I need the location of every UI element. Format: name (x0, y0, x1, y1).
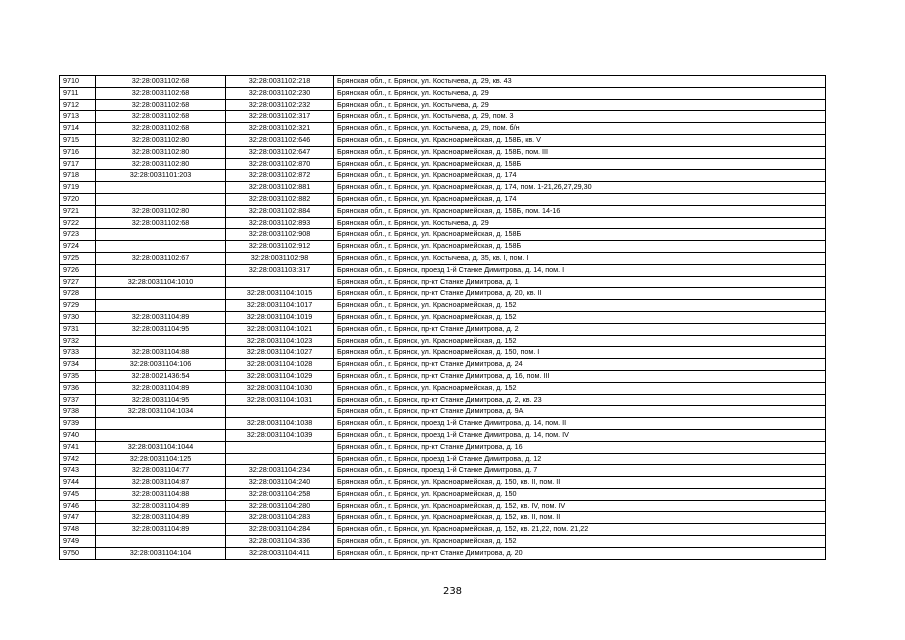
row-number-cell: 9741 (60, 441, 96, 453)
row-number-cell: 9747 (60, 512, 96, 524)
parent-cadastral-number-cell: 32:28:0031104:88 (96, 488, 226, 500)
row-number-cell: 9749 (60, 536, 96, 548)
address-cell: Брянская обл., г. Брянск, пр-кт Станке Димитрова, д. 16, пом. III (334, 370, 826, 382)
table-row (60, 347, 826, 359)
cadastral-number-cell: 32:28:0031104:1029 (226, 370, 334, 382)
row-number-cell: 9737 (60, 394, 96, 406)
cadastral-number-cell (226, 276, 334, 288)
table-row (60, 252, 826, 264)
address-cell: Брянская обл., г. Брянск, ул. Красноармейская, д. 158Б (334, 158, 826, 170)
row-number-cell: 9731 (60, 323, 96, 335)
cadastral-number-cell: 32:28:0031102:646 (226, 134, 334, 146)
table-row (60, 429, 826, 441)
parent-cadastral-number-cell: 32:28:0031104:88 (96, 347, 226, 359)
parent-cadastral-number-cell: 32:28:0031104:89 (96, 512, 226, 524)
row-number-cell: 9721 (60, 205, 96, 217)
address-cell: Брянская обл., г. Брянск, ул. Красноармейская, д. 158Б, кв. V (334, 134, 826, 146)
address-cell: Брянская обл., г. Брянск, ул. Красноармейская, д. 158Б (334, 229, 826, 241)
address-cell: Брянская обл., г. Брянск, ул. Красноармейская, д. 158Б, пом. III (334, 146, 826, 158)
row-number-cell: 9728 (60, 288, 96, 300)
table-row (60, 182, 826, 194)
parent-cadastral-number-cell: 32:28:0031102:67 (96, 252, 226, 264)
parent-cadastral-number-cell: 32:28:0031101:203 (96, 170, 226, 182)
table-row (60, 465, 826, 477)
cadastral-number-cell: 32:28:0031102:232 (226, 99, 334, 111)
table-row (60, 311, 826, 323)
table-row (60, 134, 826, 146)
table-row (60, 76, 826, 88)
parent-cadastral-number-cell: 32:28:0031102:68 (96, 217, 226, 229)
row-number-cell: 9720 (60, 193, 96, 205)
cadastral-number-cell: 32:28:0031104:240 (226, 477, 334, 489)
parent-cadastral-number-cell: 32:28:0031104:89 (96, 500, 226, 512)
row-number-cell: 9726 (60, 264, 96, 276)
table-row (60, 453, 826, 465)
address-cell: Брянская обл., г. Брянск, ул. Красноармейская, д. 152, кв. 21,22, пом. 21,22 (334, 524, 826, 536)
address-cell: Брянская обл., г. Брянск, ул. Красноармейская, д. 152, кв. IV, пом. IV (334, 500, 826, 512)
table-row (60, 359, 826, 371)
cadastral-number-cell: 32:28:0031104:283 (226, 512, 334, 524)
cadastral-number-cell: 32:28:0031102:882 (226, 193, 334, 205)
parent-cadastral-number-cell (96, 241, 226, 253)
table-row (60, 536, 826, 548)
parent-cadastral-number-cell: 32:28:0031104:95 (96, 394, 226, 406)
cadastral-number-cell: 32:28:0031102:317 (226, 111, 334, 123)
table-row (60, 394, 826, 406)
table-row (60, 382, 826, 394)
address-cell: Брянская обл., г. Брянск, ул. Костычева, д. 29, кв. 43 (334, 76, 826, 88)
table-row (60, 370, 826, 382)
parent-cadastral-number-cell (96, 429, 226, 441)
table-row (60, 205, 826, 217)
table-row (60, 276, 826, 288)
cadastral-number-cell: 32:28:0031104:1015 (226, 288, 334, 300)
parent-cadastral-number-cell: 32:28:0031104:125 (96, 453, 226, 465)
table-row (60, 335, 826, 347)
address-cell: Брянская обл., г. Брянск, ул. Костычева, д. 35, кв. I, пом. I (334, 252, 826, 264)
cadastral-number-cell: 32:28:0031103:317 (226, 264, 334, 276)
row-number-cell: 9740 (60, 429, 96, 441)
address-cell: Брянская обл., г. Брянск, пр-кт Станке Димитрова, д. 24 (334, 359, 826, 371)
cadastral-number-cell: 32:28:0031104:234 (226, 465, 334, 477)
cadastral-number-cell: 32:28:0031104:280 (226, 500, 334, 512)
row-number-cell: 9716 (60, 146, 96, 158)
table-row (60, 300, 826, 312)
address-cell: Брянская обл., г. Брянск, ул. Костычева, д. 29 (334, 217, 826, 229)
cadastral-number-cell: 32:28:0031102:912 (226, 241, 334, 253)
address-cell: Брянская обл., г. Брянск, проезд 1-й Станке Димитрова, д. 14, пом. I (334, 264, 826, 276)
parent-cadastral-number-cell (96, 335, 226, 347)
row-number-cell: 9732 (60, 335, 96, 347)
table-row (60, 512, 826, 524)
cadastral-number-cell: 32:28:0031104:1021 (226, 323, 334, 335)
registry-table-body (60, 76, 826, 560)
table-row (60, 241, 826, 253)
address-cell: Брянская обл., г. Брянск, проезд 1-й Станке Димитрова, д. 7 (334, 465, 826, 477)
parent-cadastral-number-cell: 32:28:0031104:89 (96, 524, 226, 536)
registry-table (59, 75, 826, 560)
row-number-cell: 9734 (60, 359, 96, 371)
address-cell: Брянская обл., г. Брянск, пр-кт Станке Димитрова, д. 9А (334, 406, 826, 418)
parent-cadastral-number-cell: 32:28:0031104:1034 (96, 406, 226, 418)
parent-cadastral-number-cell: 32:28:0031104:106 (96, 359, 226, 371)
cadastral-number-cell: 32:28:0031104:1028 (226, 359, 334, 371)
parent-cadastral-number-cell (96, 264, 226, 276)
row-number-cell: 9730 (60, 311, 96, 323)
cadastral-number-cell: 32:28:0031104:336 (226, 536, 334, 548)
parent-cadastral-number-cell: 32:28:0021436:54 (96, 370, 226, 382)
cadastral-number-cell: 32:28:0031102:870 (226, 158, 334, 170)
parent-cadastral-number-cell: 32:28:0031104:89 (96, 382, 226, 394)
parent-cadastral-number-cell: 32:28:0031104:104 (96, 547, 226, 559)
parent-cadastral-number-cell (96, 229, 226, 241)
parent-cadastral-number-cell (96, 288, 226, 300)
address-cell: Брянская обл., г. Брянск, проезд 1-й Станке Димитрова, д. 14, пом. II (334, 418, 826, 430)
address-cell: Брянская обл., г. Брянск, ул. Красноармейская, д. 174 (334, 170, 826, 182)
cadastral-number-cell: 32:28:0031102:908 (226, 229, 334, 241)
parent-cadastral-number-cell: 32:28:0031104:89 (96, 311, 226, 323)
address-cell: Брянская обл., г. Брянск, ул. Красноармейская, д. 158Б (334, 241, 826, 253)
cadastral-number-cell: 32:28:0031104:1027 (226, 347, 334, 359)
row-number-cell: 9722 (60, 217, 96, 229)
table-row (60, 99, 826, 111)
table-row (60, 477, 826, 489)
cadastral-number-cell: 32:28:0031104:284 (226, 524, 334, 536)
row-number-cell: 9750 (60, 547, 96, 559)
parent-cadastral-number-cell: 32:28:0031104:95 (96, 323, 226, 335)
table-row (60, 158, 826, 170)
table-row (60, 406, 826, 418)
row-number-cell: 9710 (60, 76, 96, 88)
cadastral-number-cell: 32:28:0031104:411 (226, 547, 334, 559)
address-cell: Брянская обл., г. Брянск, ул. Красноармейская, д. 152 (334, 300, 826, 312)
row-number-cell: 9745 (60, 488, 96, 500)
row-number-cell: 9723 (60, 229, 96, 241)
parent-cadastral-number-cell: 32:28:0031102:80 (96, 134, 226, 146)
address-cell: Брянская обл., г. Брянск, ул. Красноармейская, д. 152 (334, 536, 826, 548)
table-row (60, 441, 826, 453)
row-number-cell: 9738 (60, 406, 96, 418)
cadastral-number-cell (226, 453, 334, 465)
address-cell: Брянская обл., г. Брянск, ул. Красноармейская, д. 150, пом. I (334, 347, 826, 359)
cadastral-number-cell: 32:28:0031102:321 (226, 123, 334, 135)
cadastral-number-cell: 32:28:0031102:230 (226, 87, 334, 99)
table-row (60, 288, 826, 300)
row-number-cell: 9729 (60, 300, 96, 312)
table-row (60, 146, 826, 158)
parent-cadastral-number-cell (96, 300, 226, 312)
cadastral-number-cell: 32:28:0031102:872 (226, 170, 334, 182)
address-cell: Брянская обл., г. Брянск, пр-кт Станке Димитрова, д. 1 (334, 276, 826, 288)
cadastral-number-cell: 32:28:0031104:1038 (226, 418, 334, 430)
row-number-cell: 9733 (60, 347, 96, 359)
row-number-cell: 9727 (60, 276, 96, 288)
row-number-cell: 9714 (60, 123, 96, 135)
cadastral-number-cell: 32:28:0031104:258 (226, 488, 334, 500)
address-cell: Брянская обл., г. Брянск, проезд 1-й Станке Димитрова, д. 14, пом. IV (334, 429, 826, 441)
table-row (60, 111, 826, 123)
address-cell: Брянская обл., г. Брянск, ул. Костычева, д. 29 (334, 87, 826, 99)
cadastral-number-cell: 32:28:0031102:98 (226, 252, 334, 264)
table-row (60, 123, 826, 135)
address-cell: Брянская обл., г. Брянск, пр-кт Станке Димитрова, д. 2, кв. 23 (334, 394, 826, 406)
address-cell: Брянская обл., г. Брянск, ул. Костычева, д. 29, пом. б/н (334, 123, 826, 135)
parent-cadastral-number-cell: 32:28:0031102:68 (96, 111, 226, 123)
parent-cadastral-number-cell: 32:28:0031102:68 (96, 76, 226, 88)
address-cell: Брянская обл., г. Брянск, ул. Красноармейская, д. 152 (334, 335, 826, 347)
address-cell: Брянская обл., г. Брянск, проезд 1-й Станке Димитрова, д. 12 (334, 453, 826, 465)
parent-cadastral-number-cell (96, 536, 226, 548)
cadastral-number-cell (226, 406, 334, 418)
parent-cadastral-number-cell: 32:28:0031104:77 (96, 465, 226, 477)
cadastral-number-cell: 32:28:0031104:1030 (226, 382, 334, 394)
table-row (60, 500, 826, 512)
address-cell: Брянская обл., г. Брянск, ул. Костычева, д. 29, пом. 3 (334, 111, 826, 123)
row-number-cell: 9712 (60, 99, 96, 111)
address-cell: Брянская обл., г. Брянск, ул. Красноармейская, д. 174 (334, 193, 826, 205)
parent-cadastral-number-cell: 32:28:0031102:68 (96, 123, 226, 135)
row-number-cell: 9742 (60, 453, 96, 465)
table-row (60, 87, 826, 99)
parent-cadastral-number-cell: 32:28:0031104:1044 (96, 441, 226, 453)
parent-cadastral-number-cell: 32:28:0031102:68 (96, 99, 226, 111)
parent-cadastral-number-cell: 32:28:0031102:68 (96, 87, 226, 99)
table-row (60, 229, 826, 241)
cadastral-number-cell (226, 441, 334, 453)
table-row (60, 264, 826, 276)
address-cell: Брянская обл., г. Брянск, ул. Красноармейская, д. 152 (334, 311, 826, 323)
address-cell: Брянская обл., г. Брянск, ул. Красноармейская, д. 158Б, пом. 14-16 (334, 205, 826, 217)
parent-cadastral-number-cell: 32:28:0031102:80 (96, 146, 226, 158)
row-number-cell: 9717 (60, 158, 96, 170)
row-number-cell: 9735 (60, 370, 96, 382)
row-number-cell: 9724 (60, 241, 96, 253)
row-number-cell: 9713 (60, 111, 96, 123)
table-row (60, 524, 826, 536)
row-number-cell: 9746 (60, 500, 96, 512)
table-row (60, 217, 826, 229)
cadastral-number-cell: 32:28:0031102:881 (226, 182, 334, 194)
address-cell: Брянская обл., г. Брянск, ул. Костычева, д. 29 (334, 99, 826, 111)
cadastral-number-cell: 32:28:0031104:1031 (226, 394, 334, 406)
parent-cadastral-number-cell: 32:28:0031104:87 (96, 477, 226, 489)
address-cell: Брянская обл., г. Брянск, ул. Красноармейская, д. 150, кв. II, пом. II (334, 477, 826, 489)
cadastral-number-cell: 32:28:0031102:647 (226, 146, 334, 158)
table-row (60, 418, 826, 430)
row-number-cell: 9711 (60, 87, 96, 99)
address-cell: Брянская обл., г. Брянск, пр-кт Станке Димитрова, д. 2 (334, 323, 826, 335)
cadastral-number-cell: 32:28:0031102:218 (226, 76, 334, 88)
table-row (60, 193, 826, 205)
address-cell: Брянская обл., г. Брянск, пр-кт Станке Димитрова, д. 20, кв. II (334, 288, 826, 300)
row-number-cell: 9736 (60, 382, 96, 394)
parent-cadastral-number-cell (96, 182, 226, 194)
table-row (60, 170, 826, 182)
row-number-cell: 9748 (60, 524, 96, 536)
row-number-cell: 9739 (60, 418, 96, 430)
parent-cadastral-number-cell (96, 193, 226, 205)
parent-cadastral-number-cell: 32:28:0031102:80 (96, 205, 226, 217)
cadastral-number-cell: 32:28:0031104:1023 (226, 335, 334, 347)
cadastral-number-cell: 32:28:0031104:1039 (226, 429, 334, 441)
table-row (60, 547, 826, 559)
address-cell: Брянская обл., г. Брянск, пр-кт Станке Димитрова, д. 20 (334, 547, 826, 559)
row-number-cell: 9743 (60, 465, 96, 477)
cadastral-number-cell: 32:28:0031102:893 (226, 217, 334, 229)
parent-cadastral-number-cell (96, 418, 226, 430)
table-row (60, 323, 826, 335)
address-cell: Брянская обл., г. Брянск, пр-кт Станке Димитрова, д. 16 (334, 441, 826, 453)
cadastral-number-cell: 32:28:0031104:1017 (226, 300, 334, 312)
table-row (60, 488, 826, 500)
parent-cadastral-number-cell: 32:28:0031102:80 (96, 158, 226, 170)
row-number-cell: 9744 (60, 477, 96, 489)
row-number-cell: 9715 (60, 134, 96, 146)
row-number-cell: 9725 (60, 252, 96, 264)
cadastral-number-cell: 32:28:0031102:884 (226, 205, 334, 217)
parent-cadastral-number-cell: 32:28:0031104:1010 (96, 276, 226, 288)
cadastral-number-cell: 32:28:0031104:1019 (226, 311, 334, 323)
address-cell: Брянская обл., г. Брянск, ул. Красноармейская, д. 174, пом. 1-21,26,27,29,30 (334, 182, 826, 194)
page-number: 238 (442, 586, 463, 597)
address-cell: Брянская обл., г. Брянск, ул. Красноармейская, д. 150 (334, 488, 826, 500)
row-number-cell: 9718 (60, 170, 96, 182)
address-cell: Брянская обл., г. Брянск, ул. Красноармейская, д. 152 (334, 382, 826, 394)
row-number-cell: 9719 (60, 182, 96, 194)
address-cell: Брянская обл., г. Брянск, ул. Красноармейская, д. 152, кв. II, пом. II (334, 512, 826, 524)
